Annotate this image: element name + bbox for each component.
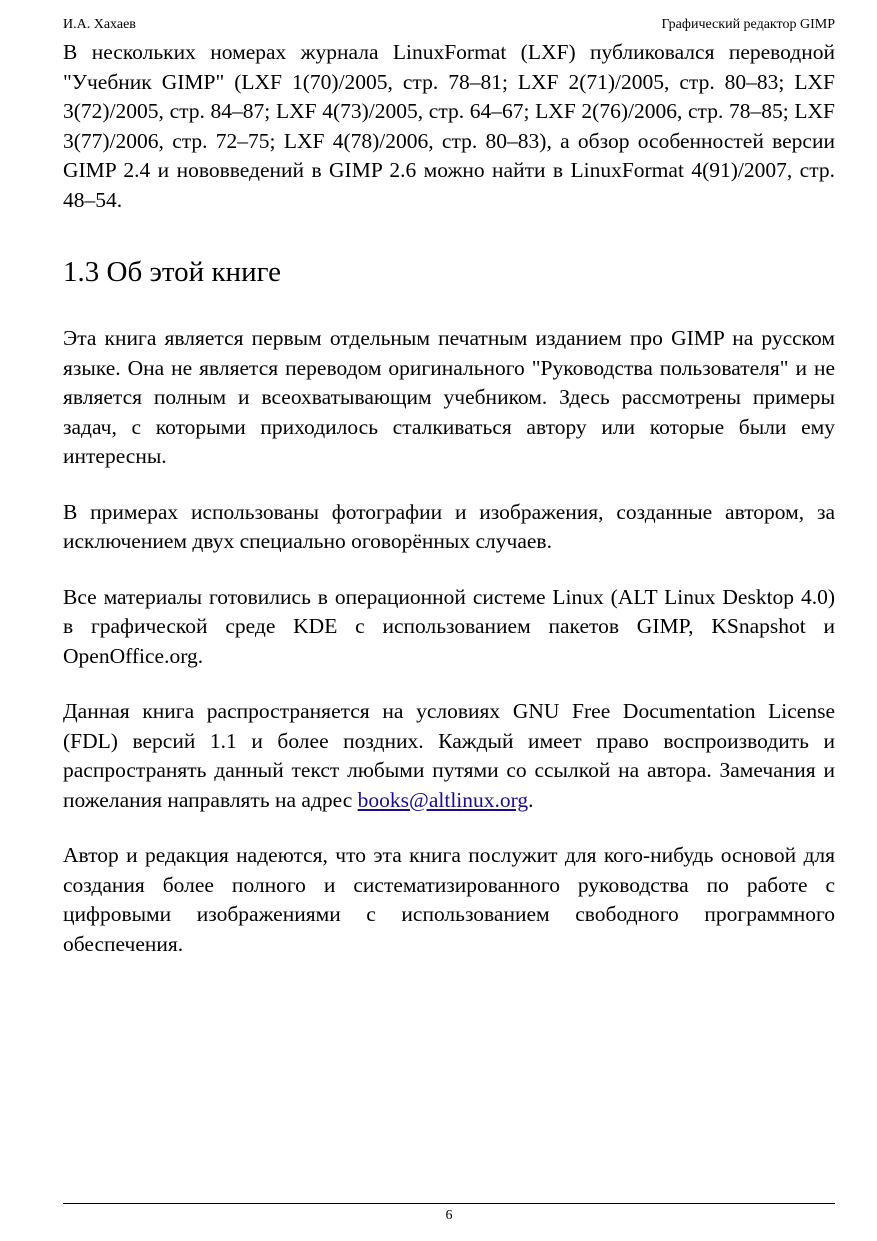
paragraph-software: Все материалы готовились в операционной системе Linux (ALT Linux Desktop 4.0) в графической среде KDE с использованием пакетов GIMP, KSnapshot и OpenOffice.org. (63, 584, 835, 668)
header-author: И.А. Хахаев (63, 17, 136, 32)
section-heading: 1.3 Об этой книге (63, 256, 281, 288)
license-text: Данная книга распространяется на условиях GNU Free Documentation License (FDL) версий 1.1 и более поздних. Каждый имеет право воспроизводить и распространять данный текст любыми путями со ссылкой на автора. Замечания и пожелания направлять на адрес (63, 699, 835, 812)
paragraph-closing: Автор и редакция надеются, что эта книга послужит для кого-нибудь основой для создания более полного и систематизированного руководства по работе с цифровыми изображениями с использованием свободного программного обеспечения. (63, 843, 835, 956)
footer-divider (63, 1203, 835, 1204)
intro-paragraph: В нескольких номерах журнала LinuxFormat (LXF) публиковался переводной "Учебник GIMP" (LXF 1(70)/2005, стр. 78–81; LXF 2(71)/2005, стр. 80–83; LXF 3(72)/2005, стр. 84–87; LXF 4(73)/2005, стр. 64–67; LXF 2(76)/2006, стр. 78–85; LXF 3(77)/2006, стр. 72–75; LXF 4(78)/2006, стр. 80–83), а обзор особенностей версии GIMP 2.4 и нововведений в GIMP 2.6 можно найти в LinuxFormat 4(91)/2007, стр. 48–54. (63, 40, 835, 212)
license-end: . (528, 787, 534, 812)
email-link[interactable]: books@altlinux.org (357, 787, 529, 812)
running-header (63, 16, 835, 34)
header-book-title: Графический редактор GIMP (661, 17, 835, 32)
paragraph-about-book: Эта книга является первым отдельным печатным изданием про GIMP на русском языке. Она не является переводом оригинального "Руководства пользователя" и не является полным и всеохватывающим учебником. Здесь рассмотрены примеры задач, с которыми приходилось сталкиваться автору или которые были ему интересны. (63, 326, 835, 468)
paragraph-license (63, 697, 835, 815)
paragraph-photos: В примерах использованы фотографии и изображения, созданные автором, за исключением двух специально оговорённых случаев. (63, 499, 835, 553)
page-content (63, 38, 835, 959)
page-number: 6 (445, 1208, 453, 1223)
